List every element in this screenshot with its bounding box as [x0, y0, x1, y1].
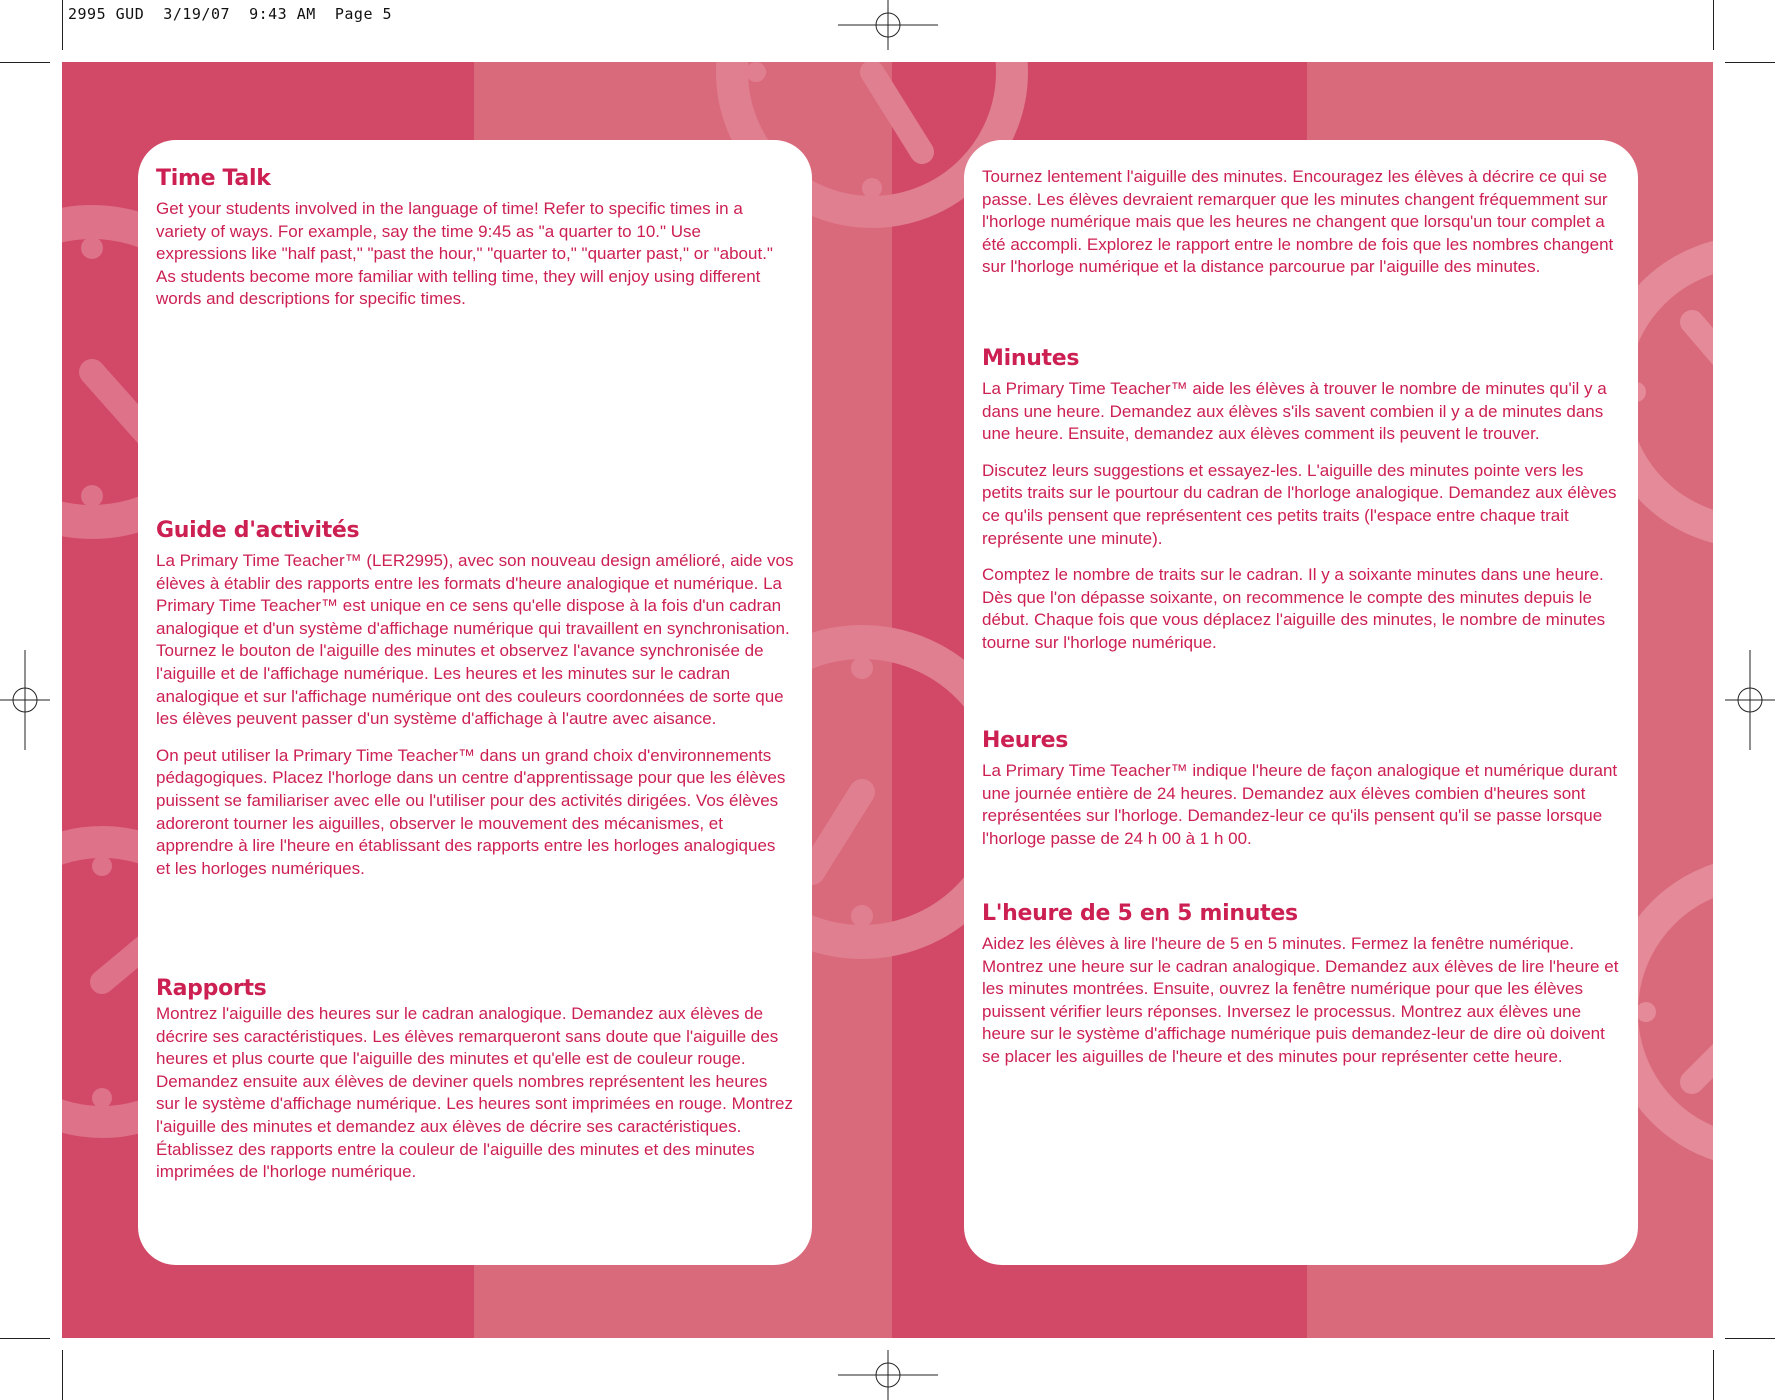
left-content-card: [138, 140, 812, 1265]
section-intro: [982, 166, 1620, 279]
heading-rapports: Rapports: [156, 976, 267, 1001]
crop-mark: [0, 62, 50, 63]
registration-mark-icon: [838, 1350, 938, 1400]
heading-minutes: Minutes: [982, 346, 1080, 371]
paragraph-minutes-2: Discutez leurs suggestions et essayez-les. L'aiguille des minutes pointe vers les petits traits sur le pourtour du cadran de l'horloge analogique. Demandez aux élèves ce qu'ils pensent que représentent ces petits traits (l'espace entre chaque trait représente une minute).: [982, 460, 1617, 548]
paragraph-guide-1: La Primary Time Teacher™ (LER2995), avec son nouveau design amélioré, aide vos élèves à établir des rapports entre les formats d'heure analogique et numérique. La Primary Time Teacher™ est unique en ce sens qu'elle dispose à la fois d'un cadran analogique et d'un système d'affichage numérique qui travaillent en synchronisation. Tournez le bouton de l'aiguille des minutes et observez l'avance synchronisée de l'aiguille et de l'affichage numérique. Les heures et les minutes sur le cadran analogique et sur l'affichage numérique ont des couleurs coordonnées de sorte que les élèves peuvent passer d'un système d'affichage à l'autre avec aisance.: [156, 551, 794, 729]
section-time-talk: [156, 166, 794, 311]
page-spread: [62, 62, 1713, 1338]
right-content-card: [964, 140, 1638, 1265]
crop-mark: [0, 1338, 50, 1339]
registration-mark-icon: [0, 650, 50, 750]
print-slug: 2995 GUD 3/19/07 9:43 AM Page 5: [68, 5, 393, 23]
paragraph-cinq-minutes: Aidez les élèves à lire l'heure de 5 en 5 minutes. Fermez la fenêtre numérique. Montrez une heure sur le cadran analogique. Demandez aux élèves de lire l'heure et les minutes montrées. Ensuite, ouvrez la fenêtre numérique pour que les élèves puissent vérifier leurs réponses. Inversez le processus. Montrez aux élèves une heure sur le système d'affichage numérique puis demandez-leur de dire où doivent se placer les aiguilles de l'heure et des minutes pour représenter cette heure.: [982, 934, 1619, 1066]
section-rapports: [156, 976, 794, 1184]
paragraph-intro: Tournez lentement l'aiguille des minutes. Encouragez les élèves à décrire ce qui se passe. Les élèves devraient remarquer que les minutes changent fréquemment sur l'horloge numérique mais que les heures ne changent que lorsqu'un tour complet a été accompli. Explorez le rapport entre le nombre de fois que les nombres changent sur l'horloge numérique et la distance parcourue par l'aiguille des minutes.: [982, 167, 1614, 277]
heading-time-talk: Time Talk: [156, 166, 271, 191]
crop-mark: [62, 1350, 63, 1400]
section-minutes: [982, 346, 1620, 655]
registration-mark-icon: [838, 0, 938, 50]
crop-mark: [1713, 1350, 1714, 1400]
crop-mark: [1725, 1338, 1775, 1339]
section-heures: [982, 728, 1620, 850]
paragraph-rapports: Montrez l'aiguille des heures sur le cadran analogique. Demandez aux élèves de décrire ses caractéristiques. Les élèves remarqueront sans doute que l'aiguille des heures et plus courte que l'aiguille des minutes et qu'elle est de couleur rouge. Demandez ensuite aux élèves de deviner quels nombres représentent les heures sur le système d'affichage numérique. Les heures sont imprimées en rouge. Montrez l'aiguille des minutes et demandez aux élèves de décrire ses caractéristiques. Établissez des rapports entre la couleur de l'aiguille des minutes et des minutes imprimées de l'horloge numérique.: [156, 1004, 793, 1182]
crop-mark: [62, 0, 63, 50]
paragraph-heures: La Primary Time Teacher™ indique l'heure de façon analogique et numérique durant une journée entière de 24 heures. Demandez aux élèves combien d'heures sont représentées sur l'horloge. Demandez-leur ce qu'ils pensent qu'il se passe lorsque l'horloge passe de 24 h 00 à 1 h 00.: [982, 761, 1618, 848]
paragraph-minutes-1: La Primary Time Teacher™ aide les élèves à trouver le nombre de minutes qu'il y a dans une heure. Demandez aux élèves s'ils savent combien il y a de minutes dans une heure. Ensuite, demandez aux élèves comment ils peuvent le trouver.: [982, 379, 1607, 444]
heading-cinq-minutes: L'heure de 5 en 5 minutes: [982, 901, 1298, 926]
crop-mark: [1725, 62, 1775, 63]
section-guide: [156, 518, 794, 880]
heading-heures: Heures: [982, 728, 1069, 753]
heading-guide: Guide d'activités: [156, 518, 360, 543]
crop-mark: [1713, 0, 1714, 50]
paragraph-time-talk: Get your students involved in the language of time! Refer to specific times in a variety of ways. For example, say the time 9:45 as "a quarter to 10." Use expressions like "half past," "past the hour," "quarter to," "quarter past," or "about." As students become more familiar with telling time, they will enjoy using different words and descriptions for specific times.: [156, 199, 773, 309]
paragraph-minutes-3: Comptez le nombre de traits sur le cadran. Il y a soixante minutes dans une heure. Dès que l'on dépasse soixante, on recommence le compte des minutes depuis le début. Chaque fois que vous déplacez l'aiguille des minutes, le nombre de minutes tourne sur l'horloge numérique.: [982, 565, 1606, 652]
paragraph-guide-2: On peut utiliser la Primary Time Teacher™ dans un grand choix d'environnements pédagogiques. Placez l'horloge dans un centre d'apprentissage pour que les élèves puissent se familiariser avec elle ou l'utiliser pour des activités dirigées. Vos élèves adoreront tourner les aiguilles, observer le mouvement des mécanismes, et apprendre à lire l'heure en établissant des rapports entre les horloges analogiques et les horloges numériques.: [156, 745, 786, 878]
section-cinq-minutes: [982, 901, 1620, 1069]
registration-mark-icon: [1725, 650, 1775, 750]
